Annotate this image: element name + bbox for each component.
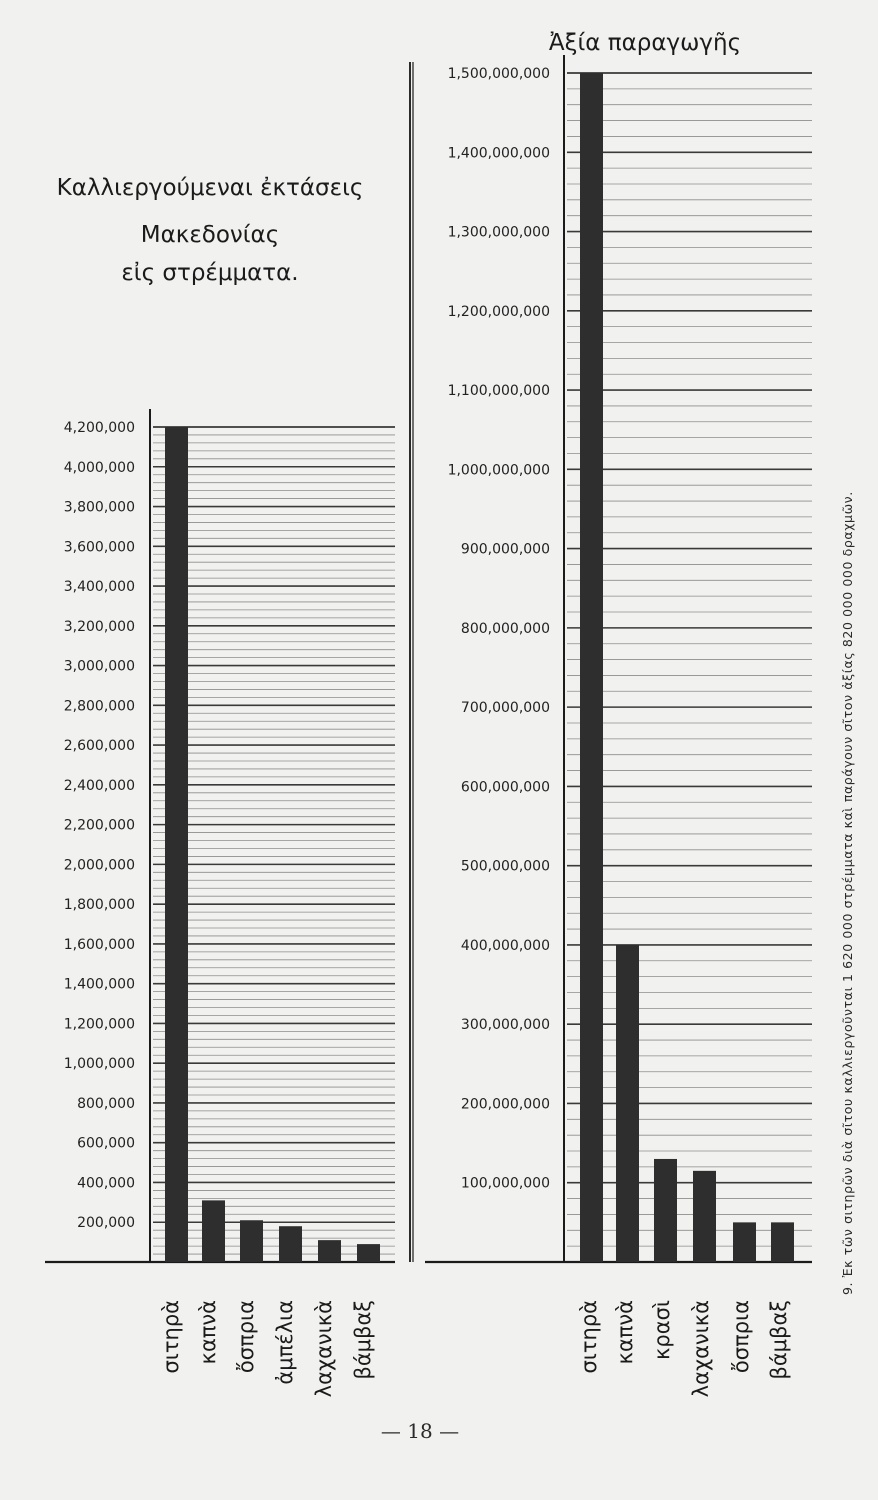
y-tick-label: 2,400,000 — [63, 777, 135, 794]
y-tick-label: 200,000 — [77, 1215, 135, 1232]
bar-3 — [654, 1159, 677, 1262]
y-tick-label: 3,200,000 — [63, 618, 135, 635]
left-chart-area-of-crops — [45, 175, 395, 1397]
y-tick-label: 1,400,000 — [63, 976, 135, 993]
y-tick-label: 3,800,000 — [63, 499, 135, 516]
category-label: λαχανικὰ — [689, 1300, 713, 1398]
chart-title-line: Ἀξία παραγωγῆς — [548, 30, 742, 56]
category-label: λαχανικὰ — [312, 1300, 336, 1398]
y-tick-label: 1,000,000,000 — [447, 462, 550, 479]
bar-4 — [693, 1171, 716, 1262]
y-tick-label: 2,600,000 — [63, 738, 135, 755]
y-tick-label: 1,100,000,000 — [447, 383, 550, 400]
category-label: καπνὰ — [196, 1300, 220, 1365]
y-tick-label: 3,600,000 — [63, 539, 135, 556]
chart-title-line: εἰς στρέμματα. — [121, 260, 299, 286]
y-tick-label: 600,000,000 — [460, 779, 550, 796]
y-tick-label: 500,000,000 — [460, 858, 550, 875]
y-tick-label: 900,000,000 — [460, 541, 550, 558]
y-tick-label: 800,000 — [77, 1095, 135, 1112]
category-label: ἀμπέλια — [273, 1300, 297, 1385]
bar-1 — [580, 73, 603, 1262]
right-chart-production-value — [425, 30, 812, 1397]
category-label: σιτηρὰ — [577, 1300, 601, 1374]
y-tick-label: 200,000,000 — [460, 1096, 550, 1113]
y-tick-label: 300,000,000 — [460, 1017, 550, 1034]
y-tick-label: 600,000 — [77, 1135, 135, 1152]
category-label: βάμβαξ — [351, 1300, 375, 1380]
y-tick-label: 1,800,000 — [63, 897, 135, 914]
bar-5 — [318, 1240, 341, 1262]
y-tick-label: 2,200,000 — [63, 817, 135, 834]
category-label: βάμβαξ — [767, 1300, 791, 1380]
bar-5 — [733, 1222, 756, 1262]
bar-1 — [165, 427, 188, 1262]
chart-title-line: Μακεδονίας — [140, 222, 280, 248]
y-tick-label: 4,000,000 — [63, 459, 135, 476]
y-tick-label: 4,200,000 — [63, 420, 135, 436]
bar-2 — [616, 945, 639, 1262]
y-tick-label: 2,000,000 — [63, 857, 135, 874]
y-tick-label: 1,500,000,000 — [447, 66, 550, 82]
y-tick-label: 400,000,000 — [460, 937, 550, 954]
bar-6 — [771, 1222, 794, 1262]
y-tick-label: 1,000,000 — [63, 1056, 135, 1073]
footnote: 9. Ἐκ τῶν σιτηρῶν διὰ σῖτου καλλιεργοῦνται 1 620 000 στρέμματα καὶ παράγουν σῖτον ἀξίας 820 000 000 δραχμῶν. — [840, 491, 855, 1295]
category-label: ὄσπρια — [234, 1300, 258, 1374]
y-tick-label: 1,400,000,000 — [447, 145, 550, 162]
y-tick-label: 100,000,000 — [460, 1175, 550, 1192]
y-tick-label: 800,000,000 — [460, 620, 550, 637]
y-tick-label: 400,000 — [77, 1175, 135, 1192]
page-number: — 18 — — [380, 1419, 460, 1443]
y-tick-label: 1,200,000,000 — [447, 303, 550, 320]
y-tick-label: 1,300,000,000 — [447, 224, 550, 241]
chart-title-line: Καλλιεργούμεναι ἐκτάσεις — [56, 175, 364, 201]
y-tick-label: 3,000,000 — [63, 658, 135, 675]
bar-6 — [357, 1244, 380, 1262]
y-tick-label: 1,200,000 — [63, 1016, 135, 1033]
category-label: ὄσπρια — [729, 1300, 753, 1374]
bar-2 — [202, 1200, 225, 1262]
category-label: καπνὰ — [613, 1300, 637, 1365]
y-tick-label: 1,600,000 — [63, 936, 135, 953]
bar-4 — [279, 1226, 302, 1262]
category-label: σιτηρὰ — [159, 1300, 183, 1374]
y-tick-label: 2,800,000 — [63, 698, 135, 715]
y-tick-label: 3,400,000 — [63, 579, 135, 596]
category-label: κρασὶ — [650, 1300, 674, 1360]
bar-3 — [240, 1220, 263, 1262]
y-tick-label: 700,000,000 — [460, 700, 550, 717]
